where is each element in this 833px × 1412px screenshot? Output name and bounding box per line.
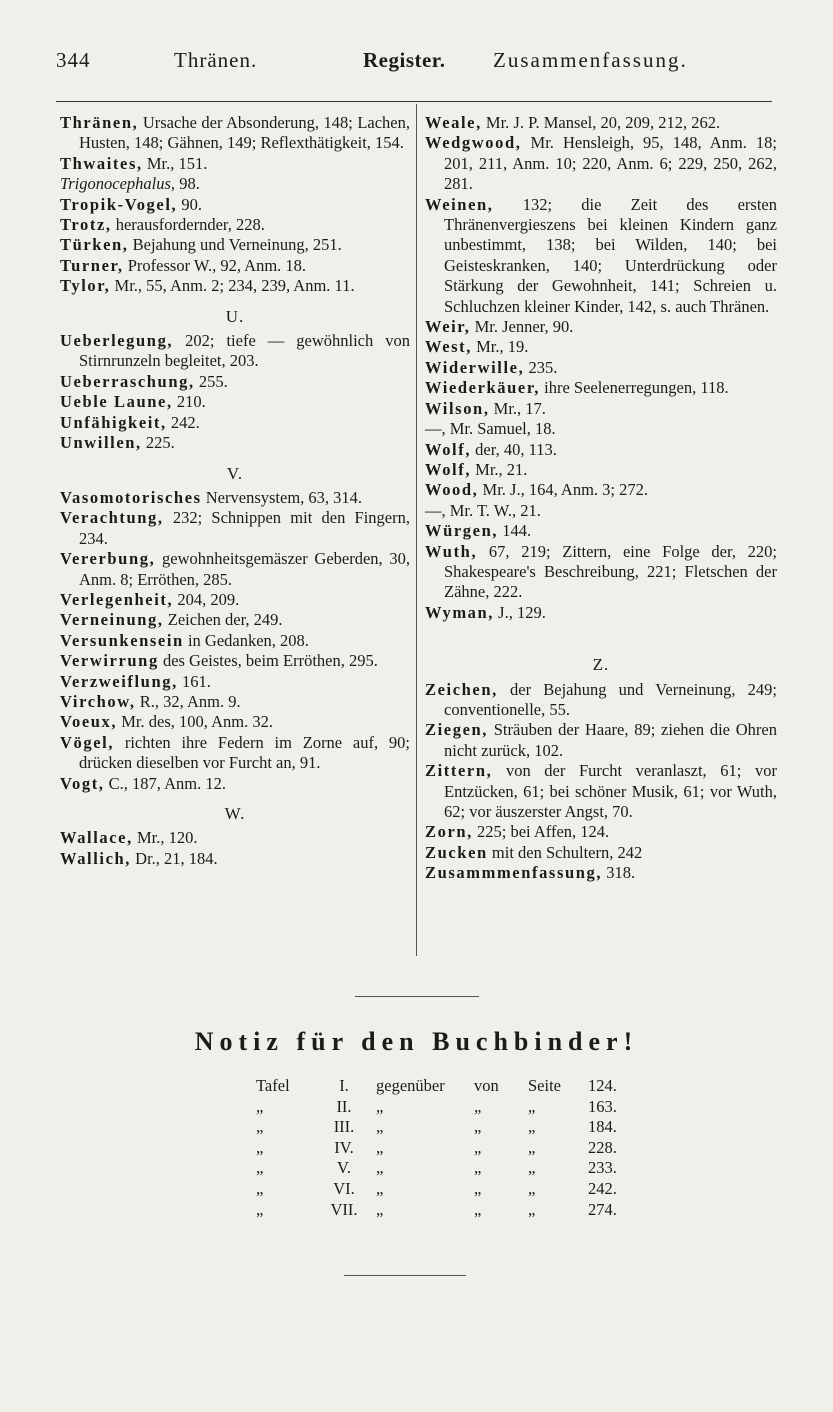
entry-text: Ursache der Absonderung, 148; Lachen, Husten, 148; Gähnen, 149; Reflexthätigkeit, 154. [79,113,410,153]
plate-cell: 228. [588,1137,617,1157]
entry-headword: Thwaites, [60,153,143,173]
index-column-right [425,113,777,884]
plates-table [252,1076,644,1220]
entry-text: 225; bei Affen, 124. [472,822,610,842]
plate-cell: 242. [588,1178,617,1198]
plate-cell: Tafel [256,1076,290,1095]
entry-headword: Ueberlegung, [60,331,174,351]
index-entry [60,174,410,194]
plate-cell: Seite [528,1076,561,1095]
index-entry [60,392,410,412]
plate-cell: „ [376,1117,384,1137]
entry-headword: Verneinung, [60,610,164,630]
entry-text: Nervensystem, 63, 314. [201,487,363,507]
plate-cell: V. [337,1158,351,1178]
index-entry [60,692,410,712]
entry-headword: Weale, [425,113,482,132]
plate-cell: „ [376,1199,384,1219]
entry-headword: Verwirrung [60,651,159,671]
entry-headword: Virchow, [60,691,136,711]
index-entry [425,680,777,721]
header-left-title: Thränen. [174,48,258,72]
entry-text: Bejahung und Verneinung, 251. [128,235,342,255]
entry-text: —, Mr. Samuel, 18. [425,419,556,439]
plate-cell: von [474,1076,499,1095]
index-entry [60,508,410,549]
index-entry [60,488,410,508]
index-entry [425,603,777,623]
entry-headword: Trigonocephalus, [60,174,176,194]
section-letter: U. [225,306,245,326]
plate-cell: „ [376,1158,384,1178]
header-right-title: Zusammenfassung. [493,48,688,72]
entry-text: Mr., 19. [471,337,529,357]
divider-rule [355,996,479,997]
page-number: 344 [56,48,91,72]
entry-text: mit den Schultern, 242 [487,842,643,862]
entry-text: 132; die Zeit des ersten Thränenvergieszens bei kleinen Kindern ganz unbestimmt, 138; bei Wilden, 140; bei Geisteskranken, 140; Unterdrückung oder Stärkung der Gewohnheit, 141; Schreien u. Schluchzen kleiner Kinder, 142, s. auch Thränen. [444,194,777,316]
entry-headword: Voeux, [60,712,118,732]
plate-cell: „ [474,1117,482,1137]
entry-text: 242. [166,412,200,432]
entry-headword: Würgen, [425,521,499,541]
entry-text: Mr. des, 100, Anm. 32. [117,712,273,732]
entry-headword: Trotz, [60,215,112,235]
index-entry [60,712,410,732]
entry-text: 144. [498,521,532,541]
entry-text: in Gedanken, 208. [183,630,309,650]
index-entry [60,849,410,869]
entry-text: Sträuben der Haare, 89; ziehen die Ohren nicht zurück, 102. [444,720,777,760]
plate-cell: „ [256,1137,264,1157]
index-entry [425,378,777,398]
plate-cell: „ [528,1178,536,1198]
entry-text: des Geistes, beim Erröthen, 295. [158,651,378,671]
entry-text: Mr., 21. [471,459,528,479]
plate-cell: „ [474,1137,482,1157]
entry-text: 235. [524,357,558,377]
entry-headword: Wolf, [425,459,472,479]
header-middle-title: Register. [363,48,446,72]
index-entry [60,113,410,154]
plate-cell: „ [474,1199,482,1219]
entry-text: Mr., 120. [132,828,198,848]
entry-headword: Wallace, [60,828,133,848]
index-column-left [60,113,410,869]
plate-cell: „ [528,1117,536,1137]
entry-text: 161. [177,671,211,691]
entry-text: 98. [175,174,200,194]
entry-headword: Zusammmenfassung, [425,863,603,883]
plate-cell: „ [528,1137,536,1157]
entry-headword: Unwillen, [60,433,142,453]
index-entry [425,521,777,541]
entry-text: der Bejahung und Verneinung, 249; conventionelle, 55. [444,679,777,719]
index-entry [425,337,777,357]
index-entry [425,460,777,480]
bottom-rule [344,1275,466,1276]
entry-headword: Wolf, [425,439,472,459]
notice-title: Notiz für den Buchbinder! [194,1027,639,1056]
plate-cell: II. [336,1096,352,1116]
index-entry [60,256,410,276]
entry-text: J., 129. [494,602,546,622]
entry-headword: Zeichen, [425,679,498,699]
entry-headword: Weir, [425,317,471,337]
entry-text: Mr. Hensleigh, 95, 148, Anm. 18; 201, 211, Anm. 10; 220, Anm. 6; 229, 250, 262, 281. [444,133,777,194]
entry-headword: Zucken [425,842,488,862]
running-header [56,48,776,78]
entry-text: ihre Seelenerregungen, 118. [540,378,729,398]
plate-cell: 184. [588,1117,617,1137]
plate-cell: „ [474,1178,482,1198]
entry-text: Mr., 55, Anm. 2; 234, 239, Anm. 11. [110,276,355,296]
plate-cell: „ [376,1096,384,1116]
index-entry [425,480,777,500]
entry-headword: Wood, [425,480,479,500]
index-entry [60,235,410,255]
entry-headword: Wiederkäuer, [425,378,540,398]
entry-headword: Vasomotorisches [60,487,202,507]
section-letter: Z. [592,655,610,675]
section-letter: W. [224,804,246,823]
entry-headword: Vererbung, [60,549,156,569]
plate-row [252,1076,644,1097]
index-entry [425,113,777,133]
entry-text: von der Furcht veranlaszt, 61; vor Entzücken, 61; bei schöner Musik, 61; vor Wuth, 62; vor äuszerster Angst, 70. [444,761,777,821]
entry-text: 318. [602,863,636,883]
entry-headword: Wilson, [425,398,490,418]
entry-text: gewohnheitsgemäszer Geberden, 30, Anm. 8; Erröthen, 285. [79,549,410,589]
entry-text: 202; tiefe — gewöhnlich von Stirnrunzeln begleitet, 203. [79,331,410,371]
plate-row [252,1097,644,1118]
index-entry [60,774,410,794]
entry-text: Professor W., 92, Anm. 18. [123,255,307,275]
index-entry [425,501,777,521]
index-entry [60,733,410,774]
entry-text: 255. [194,371,228,391]
plate-cell: 163. [588,1096,617,1116]
entry-headword: Zittern, [425,761,493,781]
index-entry [425,133,777,194]
entry-headword: Verachtung, [60,508,164,528]
plate-cell: I. [339,1076,349,1095]
plate-cell: IV. [334,1137,354,1157]
entry-text: C., 187, Anm. 12. [104,773,227,793]
entry-headword: Ueble Laune, [60,392,173,412]
entry-headword: Turner, [60,255,124,275]
index-entry [60,610,410,630]
entry-text: Mr. J., 164, Anm. 3; 272. [478,480,649,500]
entry-headword: Verzweiflung, [60,671,178,691]
index-entry [60,331,410,372]
entry-text: 67, 219; Zittern, eine Folge der, 220; Shakespeare's Beschreibung, 221; Fletschen der Zähne, 222. [444,541,777,602]
index-entry [425,358,777,378]
index-entry [60,413,410,433]
entry-headword: Unfähigkeit, [60,412,167,432]
index-entry [60,651,410,671]
entry-headword: Vogt, [60,773,105,793]
plate-cell: VI. [333,1178,355,1198]
index-entry [425,843,777,863]
index-entry [425,195,777,317]
index-entry [60,672,410,692]
plate-cell: „ [474,1096,482,1116]
entry-headword: Weinen, [425,194,494,214]
plate-cell: „ [256,1158,264,1178]
plate-cell: „ [256,1096,264,1116]
entry-headword: Wedgwood, [425,133,522,153]
entry-text: Zeichen der, 249. [163,610,283,630]
plate-cell: 233. [588,1158,617,1178]
section-letter: V. [226,463,244,483]
plate-row [252,1117,644,1138]
entry-text: Mr., 17. [489,398,546,418]
entry-headword: Tylor, [60,276,111,296]
entry-headword: Wallich, [60,848,132,868]
plate-cell: „ [528,1096,536,1116]
index-entry [425,822,777,842]
entry-headword: Vögel, [60,732,115,752]
header-rule [56,101,772,102]
entry-text: 204, 209. [173,589,240,609]
entry-headword: Widerwille, [425,357,525,377]
entry-headword: Verlegenheit, [60,589,174,609]
index-entry [60,590,410,610]
index-entry [425,419,777,439]
plate-row [252,1138,644,1159]
entry-text: richten ihre Federn im Zorne auf, 90; drücken dieselben vor Furcht an, 91. [79,732,410,773]
index-entry [60,631,410,651]
index-entry [425,542,777,603]
entry-text: Dr., 21, 184. [131,848,218,868]
plate-row [252,1158,644,1179]
index-entry [60,549,410,590]
plate-cell: „ [376,1137,384,1157]
plate-cell: III. [333,1117,355,1137]
index-entry [425,761,777,822]
index-entry [60,372,410,392]
plate-cell: 274. [588,1199,617,1219]
plate-cell: „ [474,1158,482,1178]
plate-row [252,1200,644,1221]
plate-cell: „ [256,1199,264,1219]
entry-headword: Zorn, [425,822,473,842]
entry-text: herausfordernder, 228. [111,215,265,235]
entry-headword: West, [425,337,472,357]
entry-headword: Wuth, [425,541,478,561]
plate-cell: „ [528,1199,536,1219]
entry-text: 210. [172,392,206,412]
plate-cell: „ [256,1178,264,1198]
entry-headword: Wyman, [425,602,495,622]
entry-text: Mr., 151. [142,153,208,173]
index-entry [60,215,410,235]
plate-cell: 124. [588,1076,617,1095]
entry-headword: Ziegen, [425,720,488,740]
entry-text: 90. [177,194,202,214]
index-entry [60,195,410,215]
entry-text: R., 32, Anm. 9. [135,691,241,711]
entry-headword: Tropik-Vogel, [60,194,178,214]
index-entry [60,154,410,174]
index-entry [425,317,777,337]
index-entry [425,720,777,761]
plate-cell: gegenüber [376,1076,445,1095]
entry-text: 225. [141,433,175,453]
entry-headword: Versunkensein [60,630,184,650]
entry-text: der, 40, 113. [471,439,557,459]
entry-text: 232; Schnippen mit den Fingern, 234. [79,508,410,548]
entry-headword: Thränen, [60,113,139,132]
plate-cell: „ [256,1117,264,1137]
plate-cell: „ [376,1178,384,1198]
entry-text: —, Mr. T. W., 21. [425,500,541,520]
index-entry [425,863,777,883]
plate-cell: „ [528,1158,536,1178]
index-entry [60,276,410,296]
plate-row [252,1179,644,1200]
entry-text: Mr. Jenner, 90. [470,317,574,337]
index-entry [60,828,410,848]
index-entry [425,440,777,460]
entry-headword: Ueberraschung, [60,371,195,391]
plate-cell: VII. [330,1199,358,1219]
index-entry [425,399,777,419]
section-gap [425,623,777,645]
index-entry [60,433,410,453]
column-separator [416,104,417,956]
entry-text: Mr. J. P. Mansel, 20, 209, 212, 262. [481,113,721,132]
entry-headword: Türken, [60,235,129,255]
